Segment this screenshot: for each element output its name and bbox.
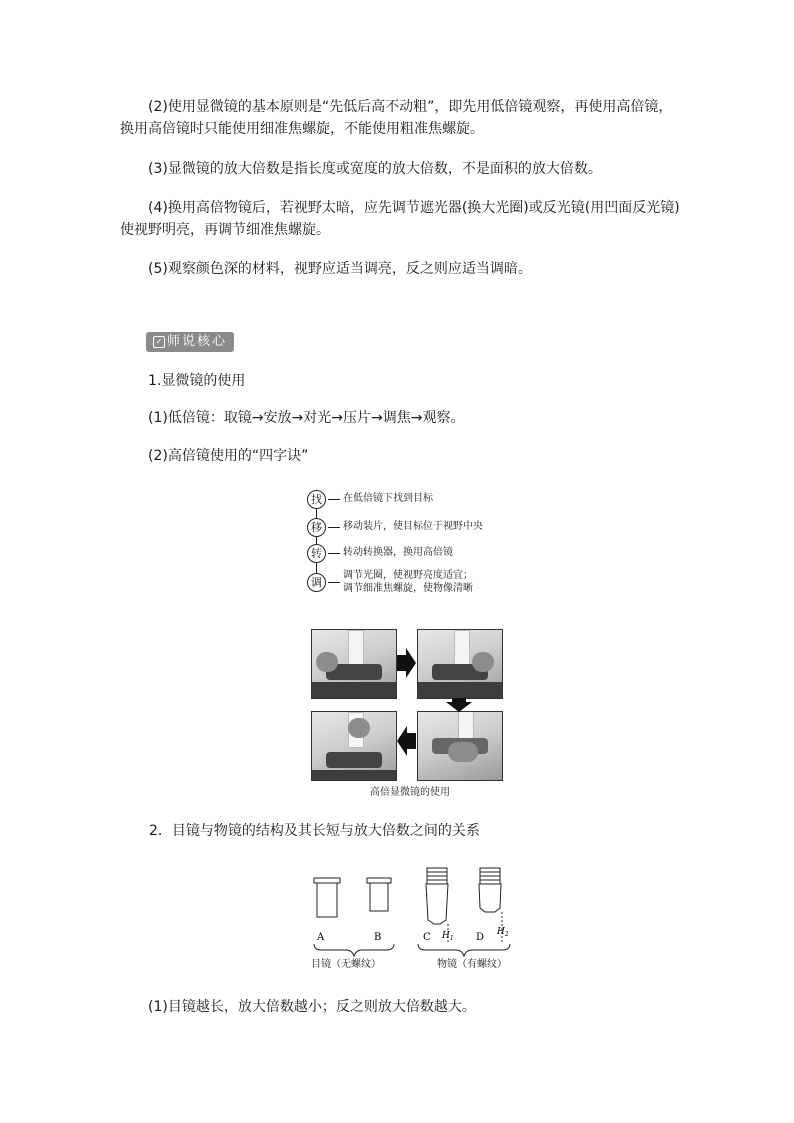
arrow-down-icon: [446, 698, 472, 712]
step-move-char: 移: [307, 518, 326, 537]
objective-d-icon: [479, 868, 501, 912]
lens-diagram: [300, 862, 530, 970]
paragraph-dark-field: (4)换用高倍物镜后，若视野太暗，应先调节遮光器(换大光圈)或反光镜(用凹面反光镜)使视野明亮，再调节细准焦螺旋。: [120, 200, 680, 238]
tag-mark-icon: ✓: [153, 336, 165, 348]
objective-label: 物镜（有螺纹）: [437, 959, 507, 970]
label-h2: $H_2$: [497, 927, 509, 938]
arrow-right-icon: [397, 648, 416, 678]
eyepiece-a-icon: [314, 878, 340, 917]
section-tag: ✓ 师说核心: [146, 332, 234, 352]
item2-title: 2．目镜与物镜的结构及其长短与放大倍数之间的关系: [149, 823, 480, 839]
step-find-text: 在低倍镜下找到目标: [343, 493, 433, 504]
step-turn-text: 转动转换器，换用高倍镜: [343, 547, 453, 558]
paragraph-principle: (2)使用显微镜的基本原则是“先低后高不动粗”，即先用低倍镜观察，再使用高倍镜，换用高倍镜时只能使用细准焦螺旋，不能使用粗准焦螺旋。: [120, 99, 673, 137]
label-d: D: [476, 932, 485, 943]
high-power-heading: (2)高倍镜使用的“四字诀”: [148, 448, 309, 464]
eyepiece-label: 目镜（无螺纹）: [311, 959, 381, 970]
paragraph-brightness: (5)观察颜色深的材料，视野应适当调亮，反之则应适当调暗。: [148, 261, 532, 277]
step-adjust-char: 调: [307, 573, 326, 592]
step-adjust-text: 调节光圈，使视野亮度适宜； 调节细准焦螺旋，使物像清晰: [343, 570, 473, 594]
label-h1: $H_1$: [442, 931, 454, 942]
item1-title: 1.显微镜的使用: [148, 373, 246, 389]
objective-c-icon: [426, 868, 448, 924]
photo-caption: 高倍显微镜的使用: [370, 787, 450, 798]
step-turn-char: 转: [307, 544, 326, 563]
paragraph-magnification: (3)显微镜的放大倍数是指长度或宽度的放大倍数，不是面积的放大倍数。: [148, 161, 602, 177]
eyepiece-b-icon: [367, 878, 391, 911]
conclusion-text: (1)目镜越长，放大倍数越小；反之则放大倍数越大。: [148, 999, 476, 1015]
label-a: A: [317, 932, 325, 943]
label-c: C: [423, 932, 431, 943]
label-b: B: [374, 932, 382, 943]
step-find-char: 找: [307, 490, 326, 509]
step-move-text: 移动装片，使目标位于视野中央: [343, 521, 483, 532]
arrow-left-icon: [397, 726, 416, 756]
low-power-steps: (1)低倍镜：取镜→安放→对光→压片→调焦→观察。: [148, 410, 465, 426]
